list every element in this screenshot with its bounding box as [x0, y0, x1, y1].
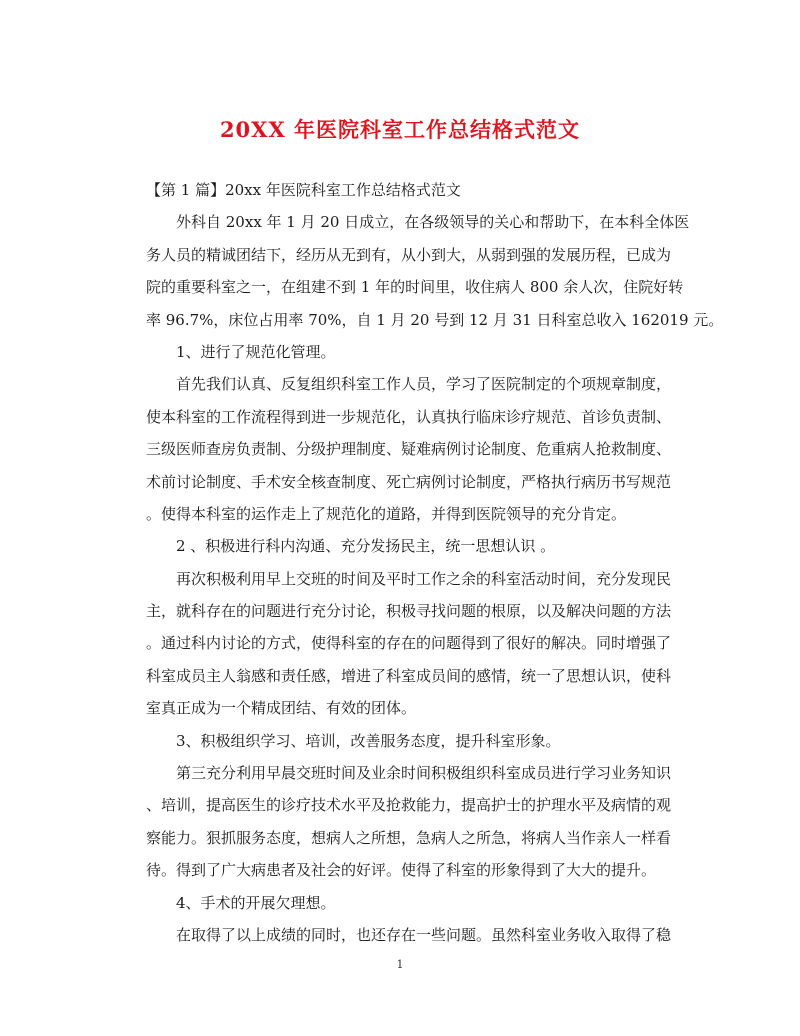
body-line: 第三充分利用早晨交班时间及业余时间积极组织科室成员进行学习业务知识 [176, 764, 672, 783]
page-number: 1 [396, 958, 404, 971]
body-line: 3、积极组织学习、培训，改善服务态度，提升科室形象。 [176, 731, 561, 750]
body-line: 三级医师查房负责制、分级护理制度、疑难病例讨论制度、危重病人抢救制度、 [146, 440, 672, 459]
document-title: 20XX 年医院科室工作总结格式范文 [219, 117, 581, 142]
body-line: 外科自 20xx 年 1 月 20 日成立，在各级领导的关心和帮助下，在本科全体医 [176, 213, 690, 232]
body-line: 主，就科存在的问题进行充分讨论，积极寻找问题的根原，以及解决问题的方法 [146, 602, 672, 621]
body-line: 在取得了以上成绩的同时，也还存在一些问题。虽然科室业务收入取得了稳 [176, 925, 672, 944]
body-line: 院的重要科室之一，在组建不到 1 年的时间里，收住病人 800 余人次，住院好转 [146, 278, 684, 297]
body-line: 待。得到了广大病患者及社会的好评。使得了科室的形象得到了大大的提升。 [146, 861, 657, 880]
body-line: 。通过科内讨论的方式，使得科室的存在的问题得到了很好的解决。同时增强了 [146, 634, 672, 653]
body-line: 首先我们认真、反复组织科室工作人员，学习了医院制定的个项规章制度， [176, 375, 672, 394]
body-line: 室真正成为一个精成团结、有效的团体。 [146, 699, 417, 718]
body-line: 率 96.7%，床位占用率 70%，自 1 月 20 号到 12 月 31 日科室总收入 162019 元。 [146, 310, 724, 329]
body-line: 4、手术的开展欠理想。 [176, 893, 336, 912]
body-line: 1、进行了规范化管理。 [176, 342, 336, 361]
body-line: 【第 1 篇】20xx 年医院科室工作总结格式范文 [146, 181, 461, 199]
body-line: 2 、积极进行科内沟通、充分发扬民主，统一思想认识 。 [176, 537, 556, 556]
body-line: 术前讨论制度、手术安全核查制度、死亡病例讨论制度，严格执行病历书写规范 [146, 472, 672, 491]
body-line: 使本科室的工作流程得到进一步规范化，认真执行临床诊疗规范、首诊负责制、 [146, 407, 672, 426]
body-line: 再次积极利用早上交班的时间及平时工作之余的科室活动时间，充分发现民 [176, 569, 672, 588]
body-line: 、培训，提高医生的诊疗技术水平及抢救能力，提高护士的护理水平及病情的观 [146, 796, 672, 815]
document-body [146, 174, 724, 951]
body-line: 务人员的精诚团结下，经历从无到有，从小到大，从弱到强的发展历程，已成为 [146, 245, 672, 264]
body-line: 科室成员主人翁感和责任感，增进了科室成员间的感情，统一了思想认识，使科 [146, 666, 672, 685]
body-line: 察能力。狠抓服务态度，想病人之所想，急病人之所急，将病人当作亲人一样看 [146, 828, 672, 847]
body-line: 。使得本科室的运作走上了规范化的道路，并得到医院领导的充分肯定。 [146, 504, 627, 523]
